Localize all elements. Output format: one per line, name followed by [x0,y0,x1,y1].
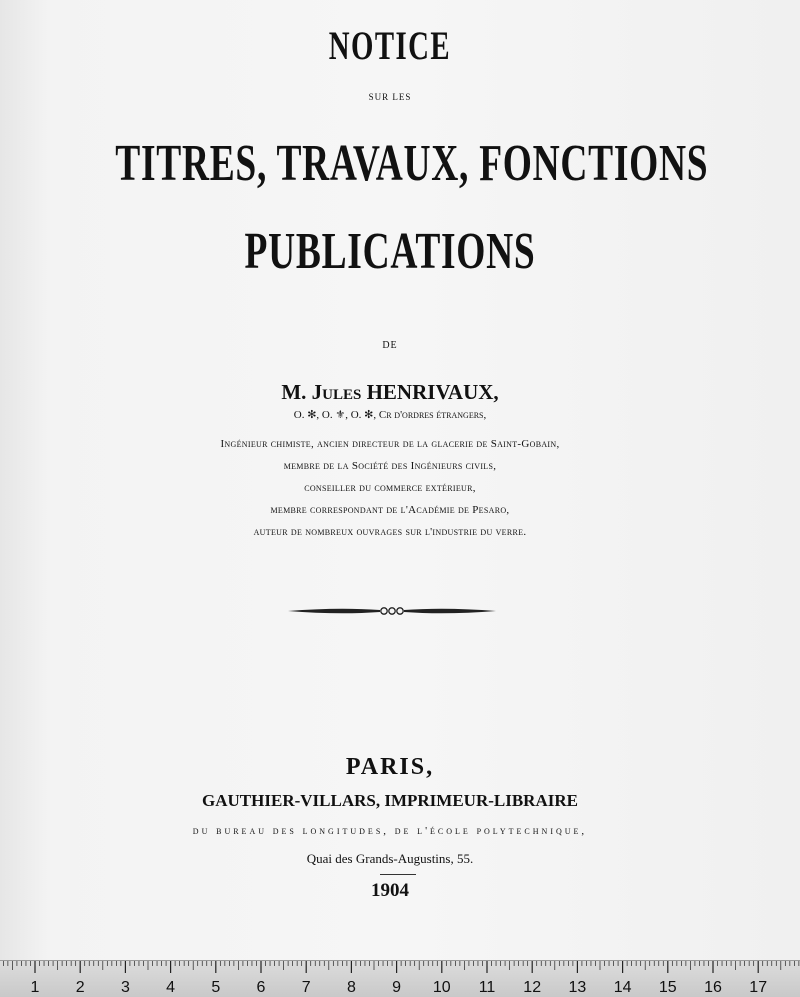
credential-line: membre de la Société des Ingénieurs civils, [283,460,497,472]
ruler-label: 3 [120,979,130,996]
author-last-name: HENRIVAUX, [366,380,499,404]
ruler-label: 14 [613,979,632,996]
ruler-label: 13 [568,979,587,996]
author-orders: O. ✻, O. ⚜, O. ✻, Cr d'ordres étrangers, [293,409,487,421]
year-rule [380,874,416,875]
ruler-label: 12 [523,979,542,996]
author-first-name: Jules [311,380,362,404]
de-text: DE [382,340,398,351]
ruler-label: 4 [166,979,176,996]
credential-line: auteur de nombreux ouvrages sur l'industrie du verre. [253,526,527,538]
ruler-label: 5 [211,979,221,996]
author-name [0,380,780,405]
sur-les-text: SUR LES [368,92,412,102]
ruler-scale [0,961,800,997]
main-title-line2: PUBLICATIONS [244,223,536,280]
ruler-label: 17 [749,979,768,996]
credential-line: conseiller du commerce extérieur, [304,482,476,494]
imprint-bureau: du bureau des longitudes, de l'école polytechnique, [192,825,588,837]
measuring-ruler [0,960,800,997]
main-title-line1: TITRES, TRAVAUX, FONCTIONS [115,135,709,192]
ruler-label: 6 [256,979,266,996]
credential-line: membre correspondant de l'Académie de Pesaro, [270,504,510,516]
ruler-label: 1 [30,979,40,996]
notice-heading: NOTICE [328,23,452,68]
ornament-divider-icon [288,601,496,621]
ruler-label: 11 [478,979,496,996]
imprint-address: Quai des Grands-Augustins, 55. [306,851,474,866]
ruler-label: 7 [301,979,311,996]
ruler-label: 15 [658,979,677,996]
ruler-label: 10 [432,979,451,996]
ruler-label: 9 [392,979,402,996]
imprint-city: PARIS, [345,754,435,780]
credential-line: Ingénieur chimiste, ancien directeur de la glacerie de Saint-Gobain, [220,438,560,450]
author-prefix: M. [281,380,307,404]
ruler-label: 2 [75,979,85,996]
ruler-label: 8 [346,979,356,996]
ruler-label: 16 [704,979,722,996]
imprint-publisher: GAUTHIER-VILLARS, IMPRIMEUR-LIBRAIRE [202,791,578,810]
imprint-year: 1904 [371,880,409,901]
